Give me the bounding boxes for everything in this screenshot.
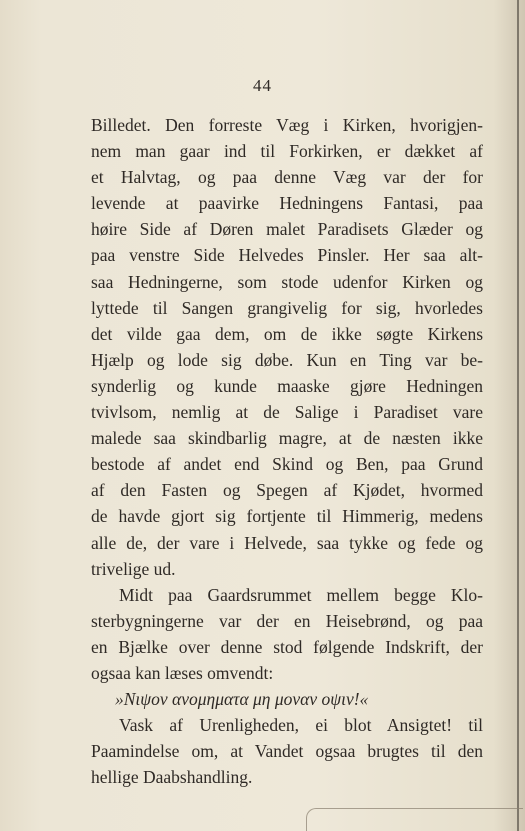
body-text xyxy=(91,112,483,790)
text-line: et Halvtag, og paa denne Væg var der for xyxy=(91,167,483,188)
text-line: sterbygningerne var der en Heisebrønd, og paa xyxy=(91,610,483,631)
text-line: saa Hedningerne, som stode udenfor Kirken og xyxy=(91,271,483,292)
text-line: levende at paavirke Hedningens Fantasi, paa xyxy=(91,193,483,214)
text-line: synderlig og kunde maaske gjøre Hedningen xyxy=(91,375,483,396)
text-line: hellige Daabshandling. xyxy=(91,767,253,788)
text-line: høire Side af Døren malet Paradisets Glæder og xyxy=(91,219,483,240)
greek-inscription: »Νιψον ανομηματα μη μοναν οψιν!« xyxy=(115,689,369,710)
text-line: af den Fasten og Spegen af Kjødet, hvormed xyxy=(91,480,483,501)
text-line: Vask af Urenligheden, ei blot Ansigtet! til xyxy=(119,715,483,736)
text-line: paa venstre Side Helvedes Pinsler. Her saa alt- xyxy=(91,245,483,266)
page-number: 44 xyxy=(253,76,272,95)
text-line: malede saa skindbarlig magre, at de næsten ikke xyxy=(91,428,483,449)
text-line: ogsaa kan læses omvendt: xyxy=(91,662,274,683)
page-corner-mark xyxy=(306,808,523,831)
text-line: tvivlsom, nemlig at de Salige i Paradiset vare xyxy=(91,402,483,423)
text-line: de havde gjort sig fortjente til Himmerig, medens xyxy=(91,506,483,527)
text-line: trivelige ud. xyxy=(91,558,176,579)
text-line: Paamindelse om, at Vandet ogsaa brugtes til den xyxy=(91,741,483,762)
text-line: en Bjælke over denne stod følgende Indskrift, der xyxy=(91,636,483,657)
text-line: nem man gaar ind til Forkirken, er dækket af xyxy=(91,141,483,162)
text-line: lyttede til Sangen grangivelig for sig, hvorledes xyxy=(91,297,483,318)
text-line: det vilde gaa dem, om de ikke søgte Kirkens xyxy=(91,323,483,344)
text-line: bestode af andet end Skind og Ben, paa Grund xyxy=(91,454,483,475)
text-line: Midt paa Gaardsrummet mellem begge Klo- xyxy=(119,584,483,605)
text-line: Hjælp og lode sig døbe. Kun en Ting var be- xyxy=(91,349,483,370)
text-line: Billedet. Den forreste Væg i Kirken, hvorigjen- xyxy=(91,115,483,135)
page-edge xyxy=(517,0,519,831)
text-line: alle de, der vare i Helvede, saa tykke og fede og xyxy=(91,532,483,553)
